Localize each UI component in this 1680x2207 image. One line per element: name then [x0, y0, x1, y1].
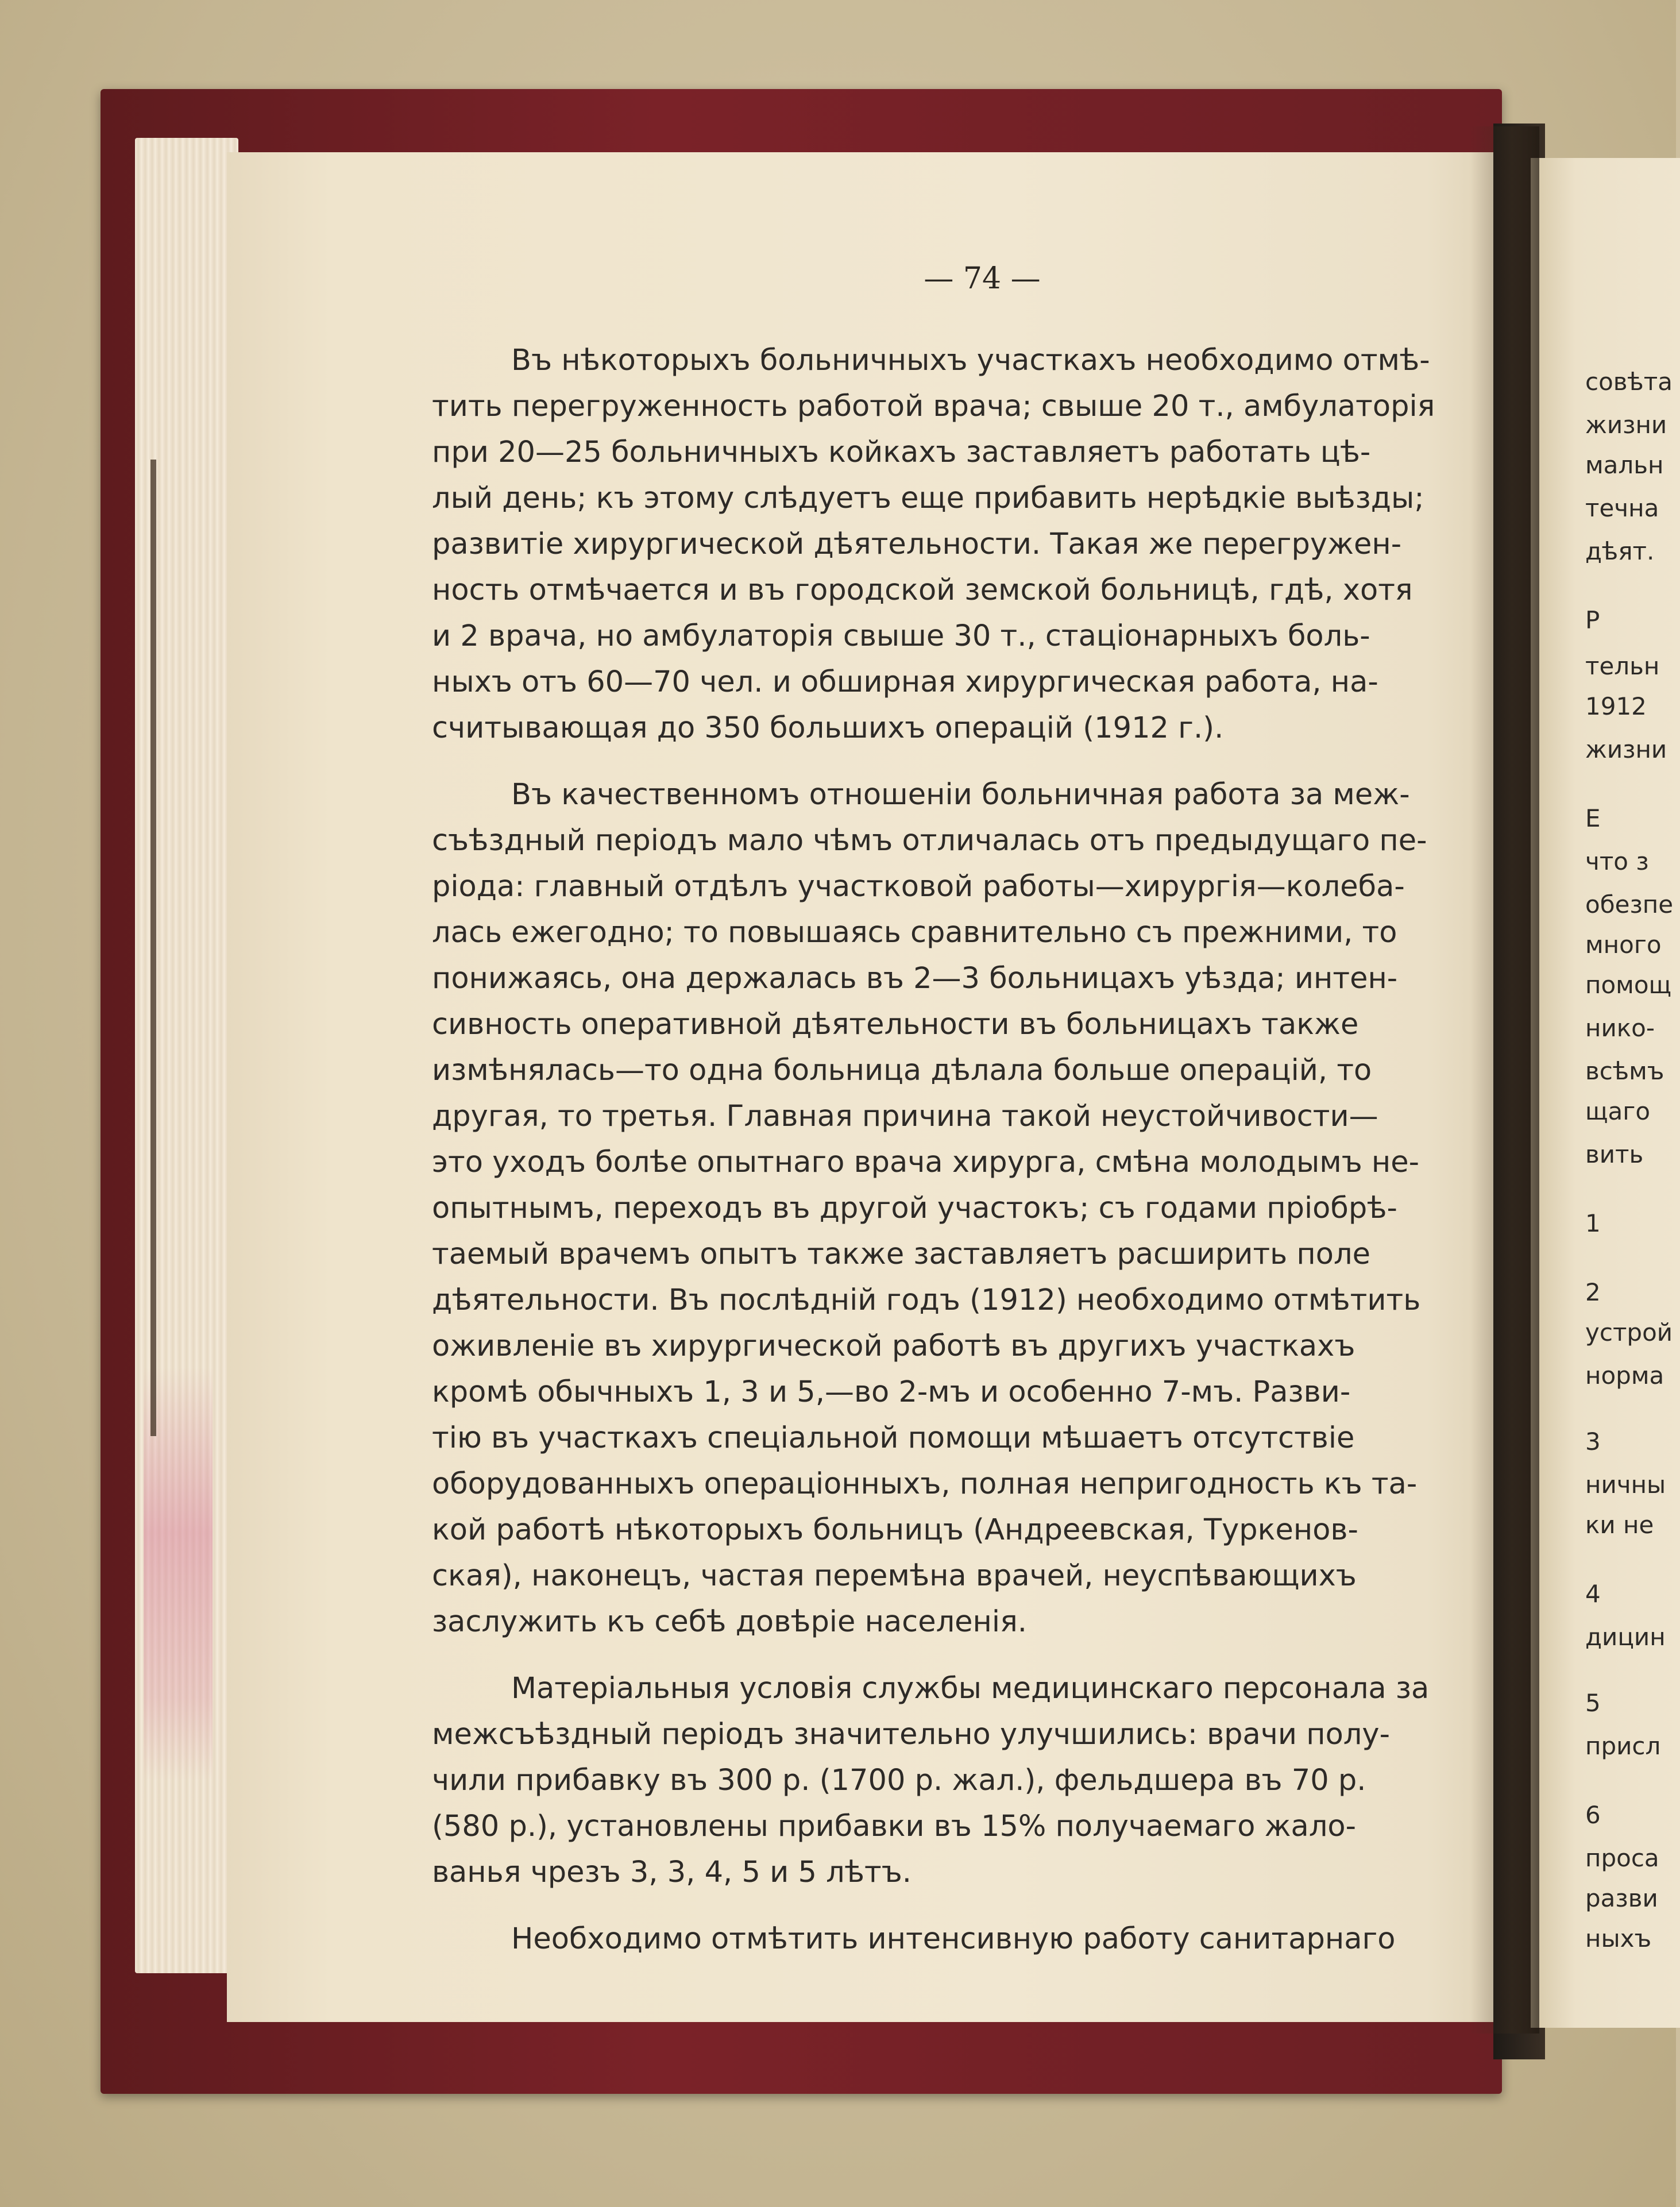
right-page-fragment: ничны — [1585, 1471, 1666, 1499]
right-page-fragment: дицин — [1585, 1623, 1666, 1651]
right-page-fragment: ныхъ — [1585, 1924, 1652, 1953]
right-page-fragment: 1 — [1585, 1209, 1601, 1237]
right-page-fragment: дѣят. — [1585, 537, 1655, 565]
right-page-fragment: всѣмъ — [1585, 1057, 1664, 1085]
right-page-fragment: устрой — [1585, 1318, 1673, 1346]
right-page-fragment: 6 — [1585, 1801, 1601, 1829]
right-page-fragment: 3 — [1585, 1427, 1601, 1456]
right-page-fragment: 2 — [1585, 1278, 1601, 1306]
right-page-fragment: Р — [1585, 606, 1600, 634]
right-page-fragment: мальн — [1585, 451, 1664, 479]
page-number: — 74 — — [924, 261, 1041, 296]
body-text — [432, 338, 1526, 1956]
paragraph-1: Въ нѣкоторыхъ больничныхъ участкахъ необходимо отмѣ- тить перегруженность работой врача; свыше 20 т., амбулаторія при 20—25 больничныхъ койкахъ заставляетъ работать цѣ- лый день; къ этому слѣдуетъ еще прибавить нерѣдкіе выѣзды; развитіе хирургической дѣятельности. Такая же перегружен- ность отмѣчается и въ городской земской больницѣ, гдѣ, хотя и 2 врача, но амбулаторія свыше 30 т., стаціонарныхъ боль- ныхъ отъ 60—70 чел. и обширная хирургическая работа, на- считывающая до 350 большихъ операцій (1912 г.). — [432, 344, 1435, 745]
right-page-fragment: нико- — [1585, 1014, 1655, 1042]
right-page-fragment: помощ — [1585, 971, 1672, 999]
right-page-fragment: обезпе — [1585, 890, 1674, 919]
right-page-fragment: Е — [1585, 804, 1601, 832]
right-page-fragment: жизни — [1585, 411, 1667, 439]
right-page-fragment: присл — [1585, 1732, 1661, 1760]
right-page-fragment: 1912 — [1585, 692, 1647, 720]
right-page-fragment: тельн — [1585, 652, 1660, 680]
right-page-fragment: 5 — [1585, 1689, 1601, 1717]
right-page-fragment: ки не — [1585, 1511, 1654, 1539]
right-page-fragment: проса — [1585, 1844, 1659, 1872]
paragraph-3: Матеріальныя условія службы медицинскаго персонала за межсъѣздный періодъ значительно улучшились: врачи полу- чили прибавку въ 300 р. (1700 р. жал.), фельдшера въ 70 р. (580 р.), установлены прибавки въ 15% получаемаго жало- ванья чрезъ 3, 3, 4, 5 и 5 лѣтъ. — [432, 1672, 1430, 1889]
paragraph-4: Необходимо отмѣтить интенсивную работу санитарнаго — [511, 1922, 1396, 1956]
right-page-text — [1585, 353, 1676, 1962]
right-page-fragment: 4 — [1585, 1580, 1601, 1608]
right-page-fragment: норма — [1585, 1361, 1664, 1390]
spine-shadow — [150, 460, 156, 1436]
right-page-fragment: совѣта — [1585, 368, 1673, 396]
right-page-fragment: щаго — [1585, 1097, 1651, 1125]
right-page-fragment: вить — [1585, 1140, 1644, 1168]
paragraph-2: Въ качественномъ отношеніи больничная работа за меж- съѣздный періодъ мало чѣмъ отличалась отъ предыдущаго пе- ріода: главный отдѣлъ участковой работы—хирургія—колеба- лась ежегодно; то повышаясь сравнительно съ прежними, то понижаясь, она держалась въ 2—3 больницахъ уѣзда; интен- сивность оперативной дѣятельности въ больницахъ также измѣнялась—то одна больница дѣлала больше операцій, то другая, то третья. Главная причина такой неустойчивости— это уходъ болѣе опытнаго врача хирурга, смѣна молодымъ не- опытнымъ, переходъ въ другой участокъ; съ годами пріобрѣ- таемый врачемъ опытъ также заставляетъ расширить поле дѣятельности. Въ послѣдній годъ (1912) необходимо отмѣтить оживленіе въ хирургической работѣ въ другихъ участкахъ кромѣ обычныхъ 1, 3 и 5,—во 2-мъ и особенно 7-мъ. Разви- тію въ участкахъ спеціальной помощи мѣшаетъ отсутствіе оборудованныхъ операціонныхъ, полная непригодность къ та- кой работѣ нѣкоторыхъ больницъ (Андреевская, Туркенов- ская), наконецъ, частая перемѣна врачей, неуспѣвающихъ заслужить къ себѣ довѣріе населенія. — [432, 778, 1427, 1639]
right-page-fragment: много — [1585, 931, 1662, 959]
right-page-fragment: жизни — [1585, 735, 1667, 763]
right-page-fragment: течна — [1585, 494, 1659, 522]
right-page-fragment: разви — [1585, 1884, 1658, 1912]
right-page-fragment: что з — [1585, 847, 1649, 875]
